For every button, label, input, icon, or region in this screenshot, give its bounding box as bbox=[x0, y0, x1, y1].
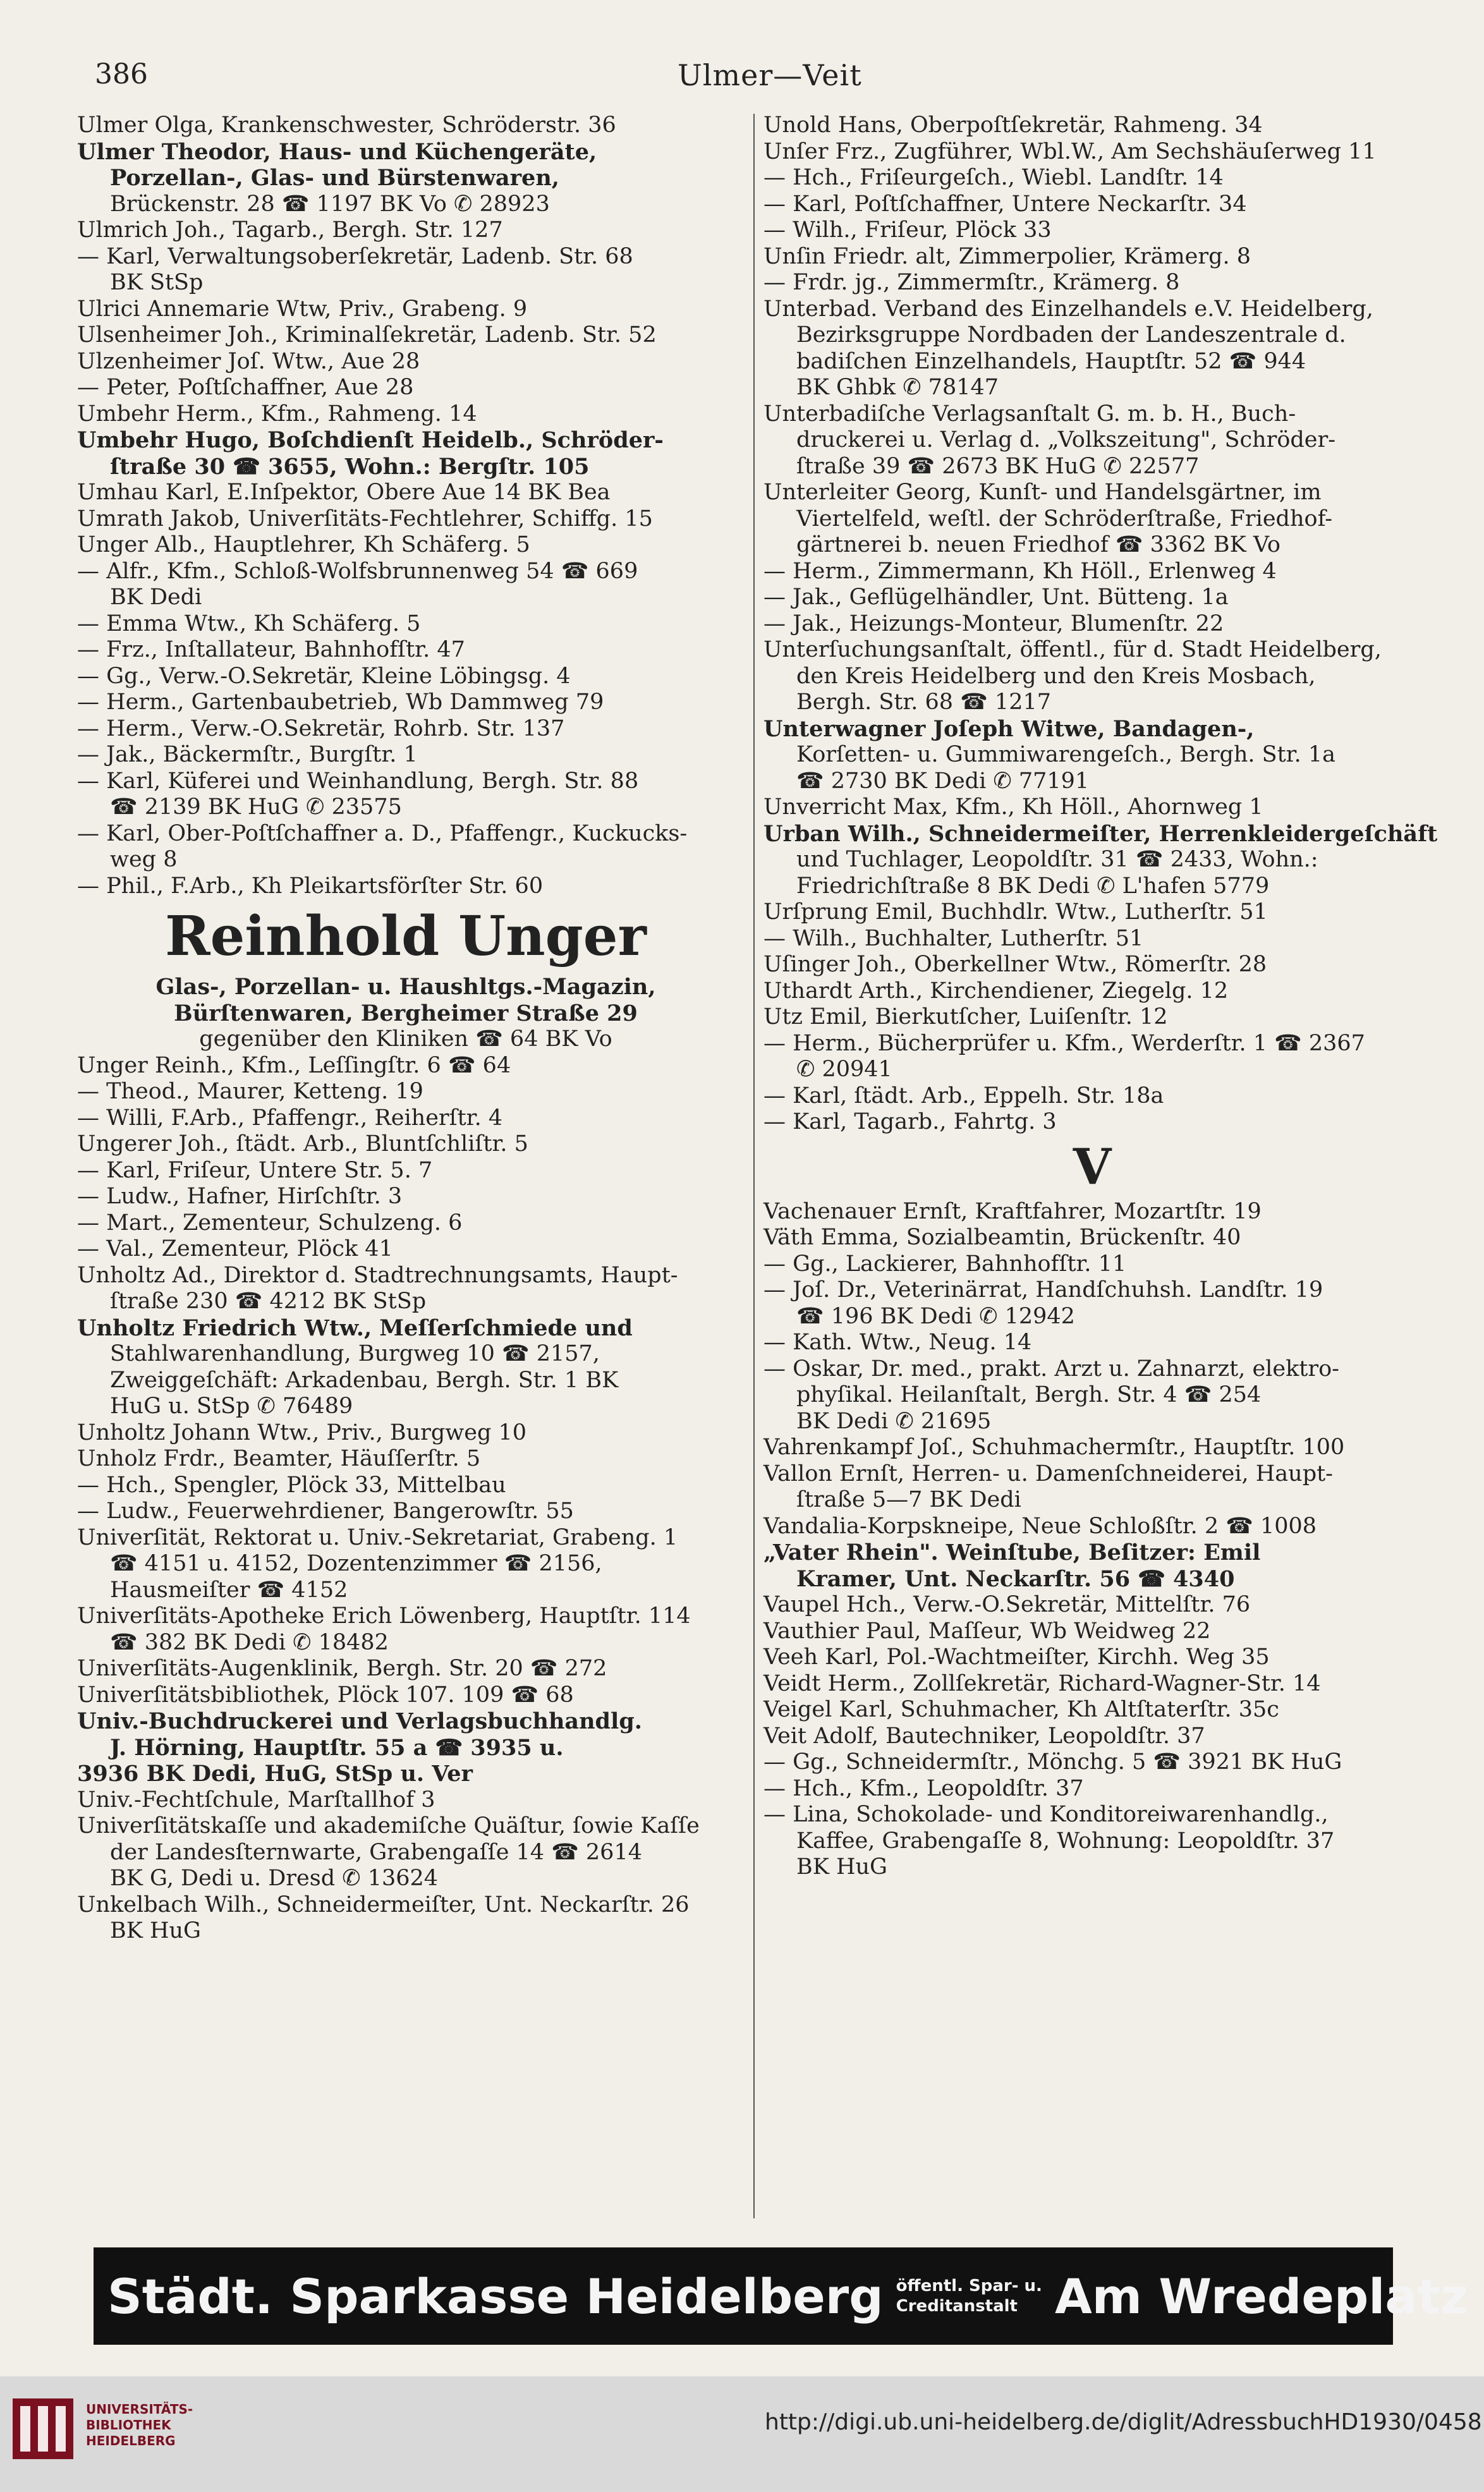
directory-entry: — Alfr., Kfm., Schloß-Wolfsbrunnenweg 54 ☎ 669 bbox=[77, 558, 638, 584]
directory-entry: Bezirksgruppe Nordbaden der Landeszentrale d. bbox=[796, 322, 1346, 348]
directory-entry: Ulmer Theodor, Haus- und Küchengeräte, bbox=[77, 138, 597, 165]
directory-entry: BK G, Dedi u. Dresd ✆ 13624 bbox=[110, 1866, 439, 1891]
directory-entry: — Herm., Bücherprüfer u. Kfm., Werderſtr. 1 ☎ 2367 bbox=[763, 1030, 1365, 1056]
directory-entry: BK Dedi bbox=[110, 585, 202, 610]
directory-entry: Utz Emil, Bierkutſcher, Luiſenſtr. 12 bbox=[763, 1004, 1168, 1030]
footer-bar bbox=[0, 2376, 1484, 2492]
directory-entry: — Karl, Poſtſchaffner, Untere Neckarſtr. 34 bbox=[763, 191, 1247, 217]
directory-entry: Vaupel Hch., Verw.-O.Sekretär, Mittelſtr. 76 bbox=[763, 1592, 1251, 1617]
directory-entry: den Kreis Heidelberg und den Kreis Mosbach, bbox=[796, 663, 1316, 689]
directory-entry: — Karl, Friſeur, Untere Str. 5. 7 bbox=[77, 1157, 433, 1183]
directory-entry: ☎ 196 BK Dedi ✆ 12942 bbox=[796, 1303, 1075, 1329]
directory-entry: Univerſitäts-Augenklinik, Bergh. Str. 20 ☎ 272 bbox=[77, 1656, 607, 1681]
banner-title: Städt. Sparkasse Heidelberg bbox=[107, 2268, 884, 2325]
directory-entry: Unholtz Friedrich Wtw., Meſſerſchmiede und bbox=[77, 1315, 633, 1341]
directory-entry: — Wilh., Buchhalter, Lutherſtr. 51 bbox=[763, 925, 1144, 951]
directory-entry: Ungerer Joh., ſtädt. Arb., Bluntſchliſtr. 5 bbox=[77, 1131, 528, 1157]
directory-entry: ſtraße 230 ☎ 4212 BK StSp bbox=[110, 1289, 427, 1314]
directory-entry: Unverricht Max, Kfm., Kh Höll., Ahornweg 1 bbox=[763, 794, 1263, 820]
directory-entry: Umrath Jakob, Univerſitäts-Fechtlehrer, Schiffg. 15 bbox=[77, 506, 653, 532]
directory-entry: badiſchen Einzelhandels, Hauptſtr. 52 ☎ 944 bbox=[796, 348, 1306, 374]
directory-entry: — Hch., Spengler, Plöck 33, Mittelbau bbox=[77, 1472, 506, 1498]
directory-entry: Ulmer Olga, Krankenschwester, Schröderstr. 36 bbox=[77, 112, 616, 138]
directory-entry: — Willi, F.Arb., Pfaffengr., Reiherſtr. 4 bbox=[77, 1105, 503, 1131]
university-library-logo-icon bbox=[11, 2397, 75, 2460]
directory-entry: Unger Alb., Hauptlehrer, Kh Schäferg. 5 bbox=[77, 532, 530, 557]
directory-entry: Unterſuchungsanſtalt, öffentl., für d. Stadt Heidelberg, bbox=[763, 637, 1382, 662]
directory-entry: Unterbadiſche Verlagsanſtalt G. m. b. H., Buch- bbox=[763, 401, 1296, 427]
directory-entry: Umhau Karl, E.Inſpektor, Obere Aue 14 BK Bea bbox=[77, 480, 611, 505]
directory-entry: Brückenstr. 28 ☎ 1197 BK Vo ✆ 28923 bbox=[110, 191, 550, 217]
directory-entry: Unholz Frdr., Beamter, Häuſſerſtr. 5 bbox=[77, 1446, 481, 1471]
library-name-line2: BIBLIOTHEK bbox=[86, 2417, 171, 2433]
directory-entry: Urban Wilh., Schneidermeiſter, Herrenkleidergeſchäft bbox=[763, 820, 1438, 847]
directory-entry: — Karl, Verwaltungsoberſekretär, Ladenb. Str. 68 bbox=[77, 243, 633, 269]
directory-entry: Kaffee, Grabengaſſe 8, Wohnung: Leopoldſtr. 37 bbox=[796, 1828, 1335, 1854]
section-heading: Reinhold Unger bbox=[165, 904, 647, 968]
directory-entry: druckerei u. Verlag d. „Volkszeitung", Schröder- bbox=[796, 427, 1336, 453]
directory-entry: — Theod., Maurer, Ketteng. 19 bbox=[77, 1079, 423, 1104]
directory-entry: und Tuchlager, Leopoldſtr. 31 ☎ 2433, Wohn.: bbox=[796, 847, 1318, 872]
directory-entry: — Herm., Verw.-O.Sekretär, Rohrb. Str. 137 bbox=[77, 715, 565, 741]
directory-entry: Unholtz Ad., Direktor d. Stadtrechnungsamts, Haupt- bbox=[77, 1262, 678, 1288]
directory-entry: Uſinger Joh., Oberkellner Wtw., Römerſtr. 28 bbox=[763, 952, 1267, 977]
directory-entry: — Val., Zementeur, Plöck 41 bbox=[77, 1236, 393, 1261]
directory-entry: Vallon Ernſt, Herren- u. Damenſchneiderei, Haupt- bbox=[763, 1461, 1333, 1486]
directory-entry: Unſer Frz., Zugführer, Wbl.W., Am Sechshäuſerweg 11 bbox=[763, 138, 1377, 164]
directory-entry: ☎ 2139 BK HuG ✆ 23575 bbox=[110, 794, 402, 820]
directory-entry: Bergh. Str. 68 ☎ 1217 bbox=[796, 690, 1051, 715]
directory-entry: ☎ 2730 BK Dedi ✆ 77191 bbox=[796, 768, 1090, 794]
directory-entry: Stahlwarenhandlung, Burgweg 10 ☎ 2157, bbox=[110, 1341, 600, 1366]
directory-entry: BK HuG bbox=[796, 1854, 888, 1880]
right-column bbox=[763, 112, 1438, 1881]
directory-entry: — Lina, Schokolade- und Konditoreiwarenhandlg., bbox=[763, 1802, 1329, 1827]
directory-entry: HuG u. StSp ✆ 76489 bbox=[110, 1394, 353, 1419]
directory-entry: Umbehr Hugo, Boſchdienſt Heidelb., Schröder- bbox=[77, 427, 664, 453]
directory-entry: — Hch., Friſeurgeſch., Wiebl. Landſtr. 14 bbox=[763, 165, 1224, 190]
directory-entry: BK HuG bbox=[110, 1918, 202, 1943]
banner-subtitle bbox=[896, 2276, 1042, 2316]
directory-entry: — Mart., Zementeur, Schulzeng. 6 bbox=[77, 1210, 463, 1236]
directory-entry: Viertelfeld, weſtl. der Schröderſtraße, Friedhof- bbox=[796, 506, 1333, 532]
directory-entry: BK Ghbk ✆ 78147 bbox=[796, 375, 999, 400]
directory-entry: — Kath. Wtw., Neug. 14 bbox=[763, 1330, 1032, 1355]
directory-entry: Vauthier Paul, Maſſeur, Wb Weidweg 22 bbox=[763, 1618, 1211, 1644]
directory-entry: — Gg., Verw.-O.Sekretär, Kleine Löbingsg. 4 bbox=[77, 663, 571, 689]
directory-entry: Unſin Friedr. alt, Zimmerpolier, Krämerg. 8 bbox=[763, 243, 1251, 269]
directory-entry: gegenüber den Kliniken ☎ 64 BK Vo bbox=[199, 1026, 612, 1052]
directory-entry: — Joſ. Dr., Veterinärrat, Handſchuhsh. Landſtr. 19 bbox=[763, 1277, 1323, 1303]
directory-entry: ſtraße 39 ☎ 2673 BK HuG ✆ 22577 bbox=[796, 453, 1200, 479]
directory-entry: Univerſität, Rektorat u. Univ.-Sekretariat, Grabeng. 1 bbox=[77, 1524, 678, 1550]
directory-entry: Unkelbach Wilh., Schneidermeiſter, Unt. Neckarſtr. 26 bbox=[77, 1892, 690, 1918]
directory-entry: — Wilh., Friſeur, Plöck 33 bbox=[763, 217, 1052, 243]
directory-entry: Vahrenkampf Joſ., Schuhmachermſtr., Hauptſtr. 100 bbox=[763, 1435, 1345, 1460]
library-name-line3: HEIDELBERG bbox=[86, 2433, 176, 2448]
directory-entry: — Herm., Zimmermann, Kh Höll., Erlenweg 4 bbox=[763, 558, 1277, 584]
directory-entry: BK StSp bbox=[110, 270, 204, 295]
section-heading: V bbox=[1073, 1138, 1112, 1196]
directory-entry: BK Dedi ✆ 21695 bbox=[796, 1408, 992, 1434]
banner-place: Am Wredeplatz bbox=[1054, 2268, 1469, 2325]
directory-entry: Vachenauer Ernſt, Kraftfahrer, Mozartſtr. 19 bbox=[763, 1198, 1262, 1224]
directory-entry: Univ.-Buchdruckerei und Verlagsbuchhandlg. bbox=[77, 1708, 642, 1734]
directory-entry: Univerſitätskaſſe und akademiſche Quäſtur, ſowie Kaſſe bbox=[77, 1813, 700, 1839]
directory-entry: — Ludw., Feuerwehrdiener, Bangerowſtr. 55 bbox=[77, 1498, 574, 1524]
directory-entry: — Ludw., Hafner, Hirſchſtr. 3 bbox=[77, 1184, 403, 1209]
directory-entry: — Oskar, Dr. med., prakt. Arzt u. Zahnarzt, elektro- bbox=[763, 1356, 1339, 1382]
banner-subtitle-line1: öffentl. Spar- u. bbox=[896, 2276, 1042, 2295]
directory-entry: Hausmeiſter ☎ 4152 bbox=[110, 1577, 348, 1603]
directory-entry: — Peter, Poſtſchaffner, Aue 28 bbox=[77, 375, 414, 400]
directory-entry: — Karl, Küferei und Weinhandlung, Bergh. Str. 88 bbox=[77, 768, 639, 794]
directory-entry: Uthardt Arth., Kirchendiener, Ziegelg. 12 bbox=[763, 978, 1229, 1004]
directory-entry: Unger Reinh., Kfm., Leſſingſtr. 6 ☎ 64 bbox=[77, 1052, 511, 1078]
directory-entry: phyſikal. Heilanſtalt, Bergh. Str. 4 ☎ 254 bbox=[796, 1382, 1262, 1407]
directory-entry: Umbehr Herm., Kfm., Rahmeng. 14 bbox=[77, 401, 477, 427]
directory-entry: — Frz., Inſtallateur, Bahnhofſtr. 47 bbox=[77, 637, 465, 662]
directory-entry: Kramer, Unt. Neckarſtr. 56 ☎ 4340 bbox=[796, 1565, 1235, 1592]
directory-entry: ☎ 382 BK Dedi ✆ 18482 bbox=[110, 1629, 389, 1655]
directory-entry: — Jak., Bäckermſtr., Burgſtr. 1 bbox=[77, 742, 418, 767]
directory-entry: ✆ 20941 bbox=[796, 1057, 892, 1082]
directory-entry: Väth Emma, Sozialbeamtin, Brückenſtr. 40 bbox=[763, 1225, 1241, 1250]
directory-entry: Friedrichſtraße 8 BK Dedi ✆ L'hafen 5779 bbox=[796, 873, 1270, 899]
directory-entry: Unterwagner Joſeph Witwe, Bandagen-, bbox=[763, 715, 1255, 742]
directory-entry: Ulsenheimer Joh., Kriminalſekretär, Ladenb. Str. 52 bbox=[77, 322, 657, 348]
running-head: Ulmer—Veit bbox=[678, 58, 862, 92]
directory-entry: Veigel Karl, Schuhmacher, Kh Altſtaterſtr. 35c bbox=[763, 1697, 1279, 1722]
directory-entry: J. Hörning, Hauptſtr. 55 a ☎ 3935 u. bbox=[110, 1734, 564, 1761]
directory-entry: Urſprung Emil, Buchhdlr. Wtw., Lutherſtr. 51 bbox=[763, 899, 1268, 925]
directory-entry: Ulzenheimer Joſ. Wtw., Aue 28 bbox=[77, 348, 420, 374]
directory-entry: ſtraße 30 ☎ 3655, Wohn.: Bergſtr. 105 bbox=[110, 453, 590, 480]
library-name bbox=[86, 2402, 193, 2449]
directory-entry: Veeh Karl, Pol.-Wachtmeiſter, Kirchh. Weg 35 bbox=[763, 1644, 1270, 1670]
directory-entry: „Vater Rhein". Weinſtube, Beſitzer: Emil bbox=[763, 1540, 1261, 1565]
sparkasse-advert-banner bbox=[94, 2247, 1469, 2345]
directory-entry: Veidt Herm., Zollſekretär, Richard-Wagner-Str. 14 bbox=[763, 1670, 1321, 1696]
directory-entry: — Jak., Heizungs-Monteur, Blumenſtr. 22 bbox=[763, 611, 1224, 636]
directory-entry: Bürſtenwaren, Bergheimer Straße 29 bbox=[174, 1000, 638, 1026]
directory-entry: — Gg., Lackierer, Bahnhofſtr. 11 bbox=[763, 1251, 1127, 1277]
directory-entry: Zweiggeſchäft: Arkadenbau, Bergh. Str. 1 BK bbox=[110, 1367, 619, 1393]
left-column bbox=[77, 112, 734, 1945]
directory-entry: Porzellan-, Glas- und Bürstenwaren, bbox=[110, 165, 559, 191]
directory-entry: der Landesſternwarte, Grabengaſſe 14 ☎ 2614 bbox=[110, 1839, 642, 1865]
directory-entry: — Emma Wtw., Kh Schäferg. 5 bbox=[77, 611, 421, 636]
directory-entry: — Frdr. jg., Zimmermſtr., Krämerg. 8 bbox=[763, 270, 1180, 295]
directory-entry: Ulmrich Joh., Tagarb., Bergh. Str. 127 bbox=[77, 217, 503, 243]
directory-entry: — Gg., Schneidermſtr., Mönchg. 5 ☎ 3921 BK HuG bbox=[763, 1749, 1342, 1775]
banner-subtitle-line2: Creditanstalt bbox=[896, 2297, 1018, 2316]
directory-entry: — Hch., Kfm., Leopoldſtr. 37 bbox=[763, 1775, 1084, 1801]
directory-entry: Glas-, Porzellan- u. Haushltgs.-Magazin, bbox=[155, 974, 656, 1000]
library-name-line1: UNIVERSITÄTS- bbox=[86, 2402, 193, 2417]
directory-entry: Univerſitätsbibliothek, Plöck 107. 109 ☎ 68 bbox=[77, 1682, 574, 1708]
directory-entry: — Karl, Tagarb., Fahrtg. 3 bbox=[763, 1109, 1057, 1134]
directory-entry: — Jak., Geflügelhändler, Unt. Bütteng. 1a bbox=[763, 585, 1229, 610]
directory-entry: Korſetten- u. Gummiwarengeſch., Bergh. Str. 1a bbox=[796, 742, 1335, 767]
directory-entry: Univ.-Fechtſchule, Marſtallhof 3 bbox=[77, 1787, 435, 1813]
directory-entry: — Karl, Ober-Poſtſchaffner a. D., Pfaffengr., Kuckucks- bbox=[77, 820, 688, 846]
directory-entry: Unholtz Johann Wtw., Priv., Burgweg 10 bbox=[77, 1419, 527, 1445]
directory-entry: Univerſitäts-Apotheke Erich Löwenberg, Hauptſtr. 114 bbox=[77, 1603, 691, 1629]
directory-entry: — Phil., F.Arb., Kh Pleikartsförſter Str. 60 bbox=[77, 873, 544, 899]
directory-entry: 3936 BK Dedi, HuG, StSp u. Ver bbox=[77, 1761, 473, 1787]
directory-entry: Unterbad. Verband des Einzelhandels e.V. Heidelberg, bbox=[763, 296, 1373, 322]
page-number: 386 bbox=[95, 58, 148, 90]
directory-entry: Unold Hans, Oberpoſtſekretär, Rahmeng. 34 bbox=[763, 112, 1263, 138]
directory-entry: — Karl, ſtädt. Arb., Eppelh. Str. 18a bbox=[763, 1083, 1164, 1109]
directory-entry: Veit Adolf, Bautechniker, Leopoldſtr. 37 bbox=[763, 1723, 1205, 1749]
directory-entry: Ulrici Annemarie Wtw, Priv., Grabeng. 9 bbox=[77, 296, 528, 322]
directory-entry: ſtraße 5—7 BK Dedi bbox=[796, 1487, 1021, 1512]
directory-entry: — Herm., Gartenbaubetrieb, Wb Dammweg 79 bbox=[77, 690, 604, 715]
source-url-link[interactable]: http://digi.ub.uni-heidelberg.de/diglit/AdressbuchHD1930/0458 bbox=[765, 2409, 1482, 2435]
column-divider bbox=[753, 114, 755, 2218]
directory-entry: Unterleiter Georg, Kunſt- und Handelsgärtner, im bbox=[763, 480, 1322, 505]
directory-entry: weg 8 bbox=[110, 847, 178, 872]
directory-entry: Vandalia-Korpskneipe, Neue Schloßſtr. 2 ☎ 1008 bbox=[763, 1513, 1317, 1539]
directory-entry: ☎ 4151 u. 4152, Dozentenzimmer ☎ 2156, bbox=[110, 1551, 602, 1576]
directory-entry: gärtnerei b. neuen Friedhof ☎ 3362 BK Vo bbox=[796, 532, 1280, 557]
